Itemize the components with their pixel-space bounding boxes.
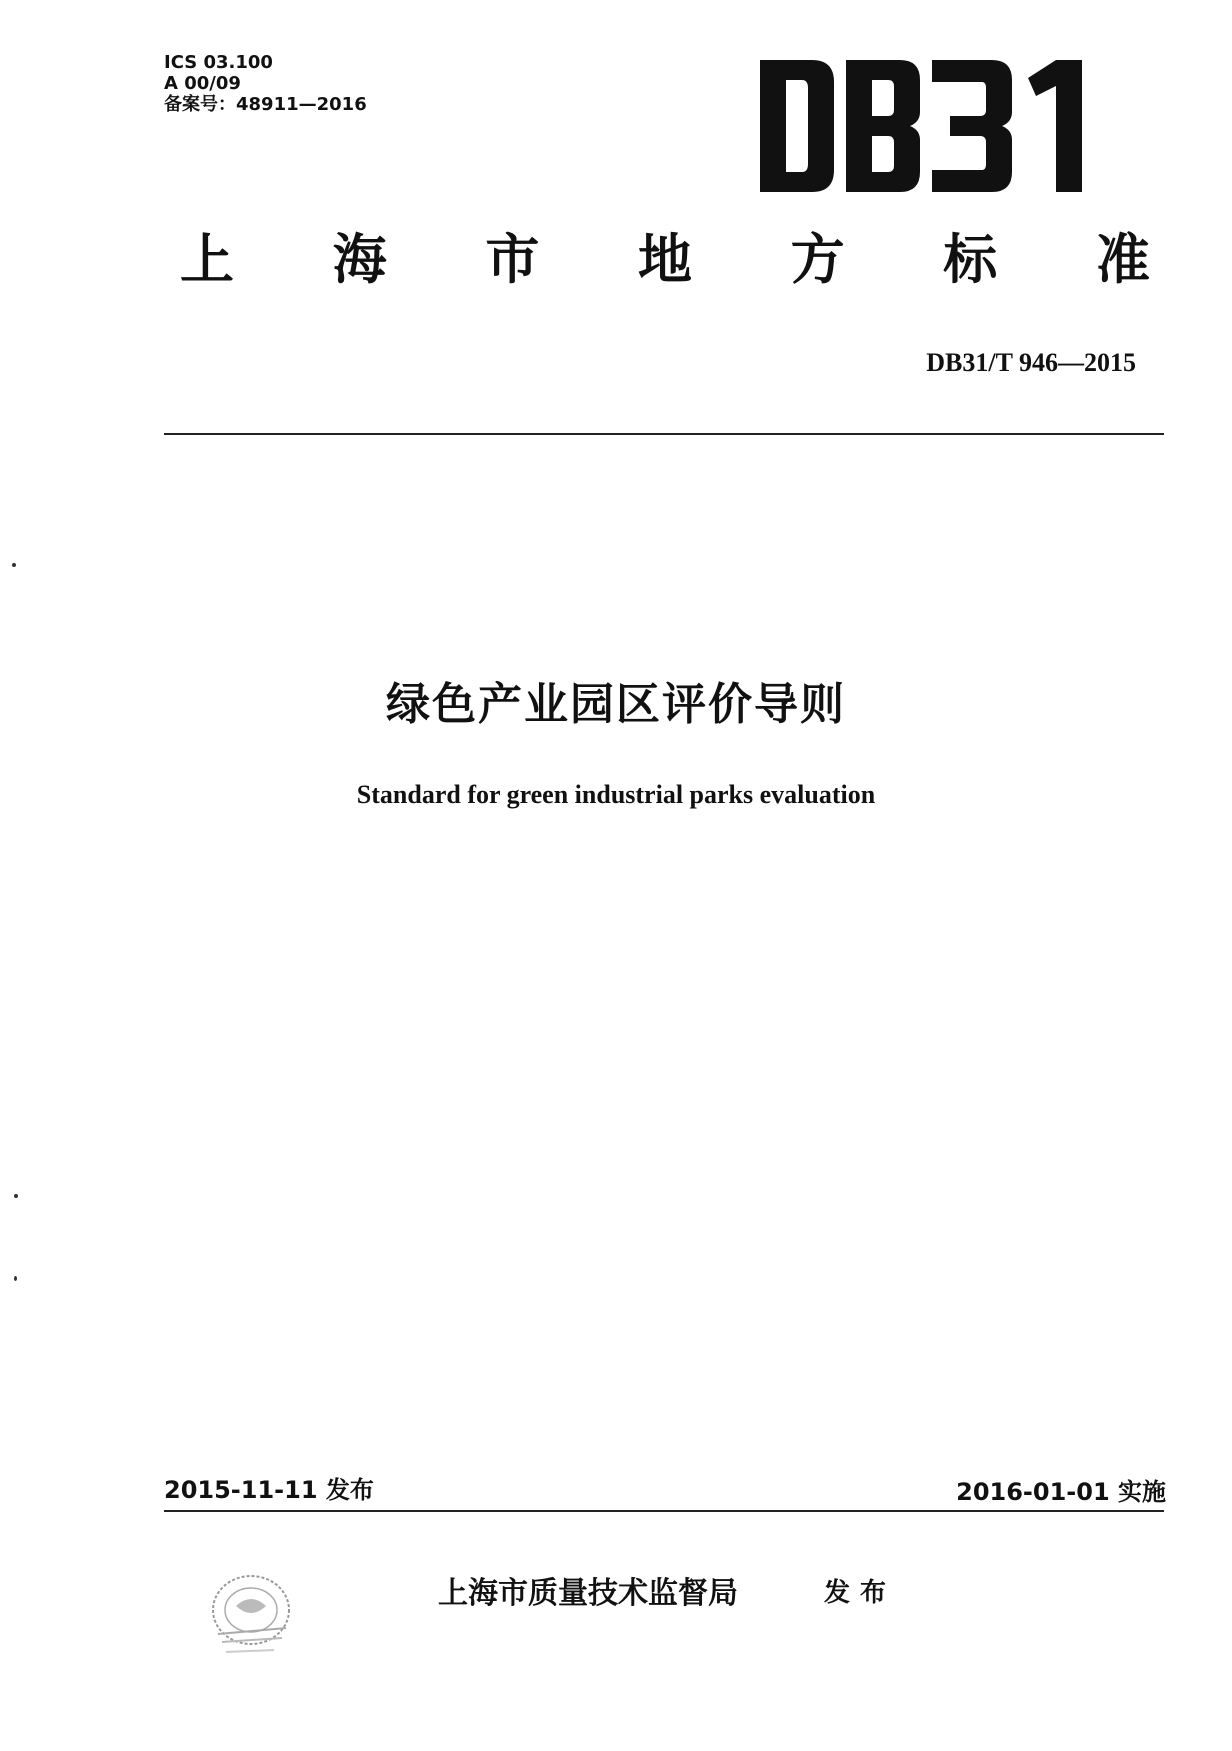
top-divider — [164, 433, 1164, 435]
level-title-char: 市 — [485, 228, 540, 291]
level-title-char: 准 — [1095, 228, 1150, 291]
level-title-char: 上 — [180, 228, 234, 291]
issuing-verb: 发布 — [824, 1578, 897, 1608]
record-number: 备案号：48911—2016 — [164, 94, 367, 115]
issue-date: 2015-11-11 发布 — [164, 1476, 374, 1504]
implementation-date: 2016-01-01 实施 — [956, 1478, 1166, 1506]
level-title-char: 地 — [637, 228, 692, 291]
db31-logo — [760, 60, 1100, 192]
standard-code: DB31/T 946—2015 — [926, 348, 1136, 377]
ics-code: ICS 03.100 — [164, 52, 273, 73]
document-title-chinese: 绿色产业园区评价导则 — [386, 679, 846, 730]
level-title-char: 海 — [332, 228, 387, 291]
watermark-stamp-icon — [196, 1558, 306, 1668]
document-title-english: Standard for green industrial parks evaluation — [356, 780, 876, 809]
issuing-authority: 上海市质量技术监督局 — [438, 1576, 738, 1611]
classification-block — [164, 52, 367, 115]
scan-speck — [14, 1276, 17, 1281]
bottom-divider — [164, 1510, 1164, 1512]
scan-speck — [12, 563, 16, 567]
level-title-char: 标 — [943, 228, 998, 291]
standard-level-title — [180, 230, 1150, 290]
scan-speck — [14, 1194, 18, 1198]
ccs-code: A 00/09 — [164, 73, 241, 94]
level-title-char: 方 — [790, 228, 845, 291]
